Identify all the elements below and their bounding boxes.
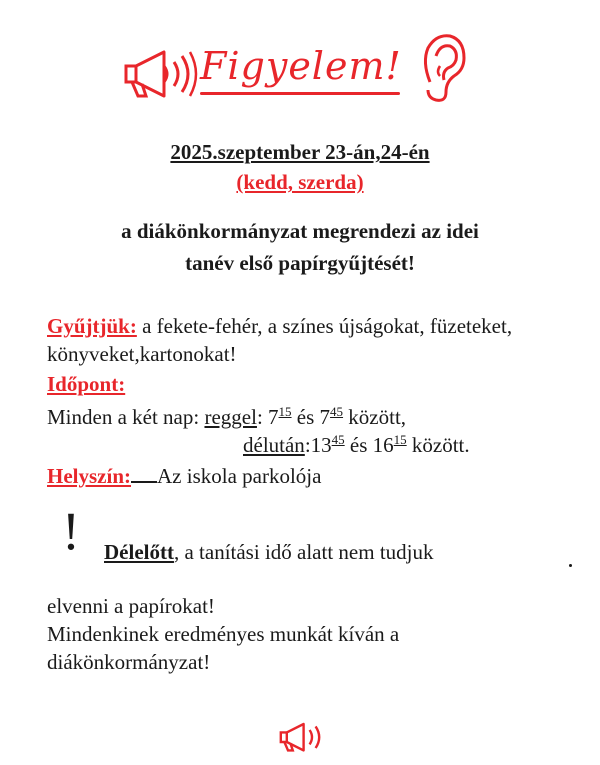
time-afternoon bbox=[243, 426, 470, 459]
intro-line-1: a diákönkormányzat megrendezi az idei bbox=[121, 219, 479, 243]
page-title: Figyelem! bbox=[200, 44, 402, 88]
place-text: Az iskola parkolója bbox=[157, 464, 322, 488]
time-label: Időpont: bbox=[47, 372, 126, 396]
ear-icon bbox=[418, 32, 468, 104]
morning-start-hour: 7 bbox=[268, 405, 279, 429]
warning-line-2: elvenni a papírokat! bbox=[47, 594, 215, 618]
date-line: 2025.szeptember 23-án,24-én bbox=[170, 140, 430, 164]
exclamation-mark: ! bbox=[62, 501, 80, 561]
and-2: és 16 bbox=[344, 433, 394, 457]
place-label: Helyszín: bbox=[47, 464, 131, 488]
warning-line-1 bbox=[104, 540, 434, 565]
place-gap-line bbox=[131, 463, 157, 483]
warning-bold-word: Délelőtt bbox=[104, 540, 174, 564]
intro-text bbox=[0, 215, 600, 279]
afternoon-start-hour: :13 bbox=[304, 433, 332, 457]
afternoon-end-minute: 15 bbox=[393, 432, 407, 447]
between-1: között, bbox=[343, 405, 407, 429]
morning-start-minute: 15 bbox=[278, 404, 292, 419]
warning-rest: , a tanítási idő alatt nem tudjuk bbox=[173, 540, 434, 564]
days-line: (kedd, szerda) bbox=[236, 170, 364, 194]
collect-text: a fekete-fehér, a színes újságokat, füzeteket, könyveket,kartonokat! bbox=[47, 314, 513, 366]
and-1: és 7 bbox=[291, 405, 331, 429]
between-2: között. bbox=[406, 433, 470, 457]
morning-word: reggel bbox=[204, 405, 257, 429]
time-prefix: Minden a két nap: bbox=[47, 405, 205, 429]
intro-line-2: tanév első papírgyűjtését! bbox=[185, 251, 415, 275]
closing-text: Mindenkinek eredményes munkát kíván a diákönkormányzat! bbox=[47, 622, 400, 674]
collect-section bbox=[47, 312, 567, 368]
afternoon-start-minute: 45 bbox=[331, 432, 345, 447]
header bbox=[0, 28, 600, 108]
time-morning: Minden a két nap: reggel: $7^{15}$ és $7^{45}$ között, bbox=[47, 404, 407, 429]
megaphone-icon bbox=[276, 718, 324, 754]
afternoon-word: délután bbox=[243, 433, 305, 457]
time-section bbox=[47, 370, 125, 398]
place-section bbox=[47, 462, 321, 490]
megaphone-icon bbox=[118, 42, 198, 102]
stray-dot bbox=[569, 564, 572, 567]
collect-label: Gyűjtjük: bbox=[47, 314, 137, 338]
title-underline bbox=[200, 92, 400, 95]
morning-end-minute: 45 bbox=[330, 404, 344, 419]
